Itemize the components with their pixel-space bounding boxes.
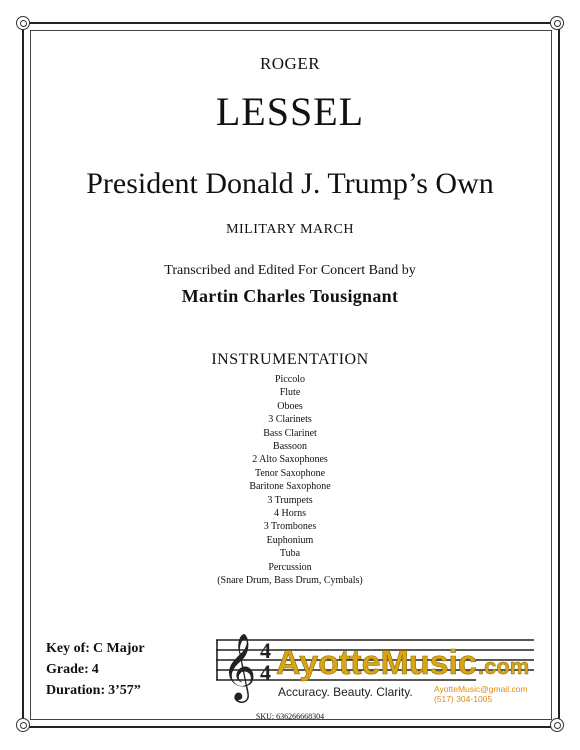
list-item: Flute xyxy=(279,387,301,399)
list-item: 3 Clarinets xyxy=(268,414,312,426)
brand-text: AyotteMusic xyxy=(276,644,477,682)
list-item: Piccolo xyxy=(275,374,305,385)
corner-ornament-icon xyxy=(16,16,30,30)
time-signature-top: 4 xyxy=(260,638,271,663)
list-item: Bass Clarinet xyxy=(263,427,317,439)
piece-details xyxy=(46,638,145,701)
grade-value: 4 xyxy=(91,662,99,677)
list-item: 2 Alto Saxophones xyxy=(252,454,328,466)
duration-label: Duration: xyxy=(46,683,106,698)
list-item: 4 Horns xyxy=(274,508,306,520)
sku-code: SKU: 636266668304 xyxy=(255,712,325,721)
list-item: (Snare Drum, Bass Drum, Cymbals) xyxy=(217,575,363,587)
key-value: C Major xyxy=(92,641,145,656)
key-row xyxy=(46,638,145,659)
time-signature-bottom: 4 xyxy=(260,660,271,685)
list-item: Euphonium xyxy=(266,534,314,546)
composer-first-name: ROGER xyxy=(259,54,321,73)
logo-phone: (517) 304-1005 xyxy=(434,694,493,704)
list-item: 3 Trombones xyxy=(263,521,317,533)
duration-row xyxy=(46,680,145,701)
list-item: Oboes xyxy=(277,400,303,412)
duration-value: 3’57” xyxy=(108,683,141,698)
logo-tagline: Accuracy. Beauty. Clarity. xyxy=(278,685,413,699)
composer-last-name: LESSEL xyxy=(215,89,365,134)
list-item: Tenor Saxophone xyxy=(254,467,326,479)
logo-email: AyotteMusic@gmail.com xyxy=(434,684,528,694)
list-item: Percussion xyxy=(268,561,312,573)
treble-clef-icon: 𝄞 xyxy=(222,632,257,700)
instrumentation-list xyxy=(0,373,580,588)
list-item: 3 Trumpets xyxy=(267,494,313,506)
list-item: Bassoon xyxy=(273,441,307,453)
key-label: Key of: xyxy=(46,641,90,656)
credit-line: Transcribed and Edited For Concert Band by xyxy=(164,263,416,278)
ayotte-music-logo xyxy=(216,628,546,704)
grade-label: Grade: xyxy=(46,662,89,677)
instrumentation-heading: INSTRUMENTATION xyxy=(211,351,369,368)
piece-subtitle: MILITARY MARCH xyxy=(226,222,354,237)
corner-ornament-icon xyxy=(550,16,564,30)
list-item: Baritone Saxophone xyxy=(249,481,331,493)
grade-row xyxy=(46,659,145,680)
brand-suffix: .com xyxy=(478,654,530,679)
piece-title: President Donald J. Trump’s Own xyxy=(86,167,494,200)
arranger-name: Martin Charles Tousignant xyxy=(181,286,399,306)
list-item: Tuba xyxy=(279,548,301,560)
